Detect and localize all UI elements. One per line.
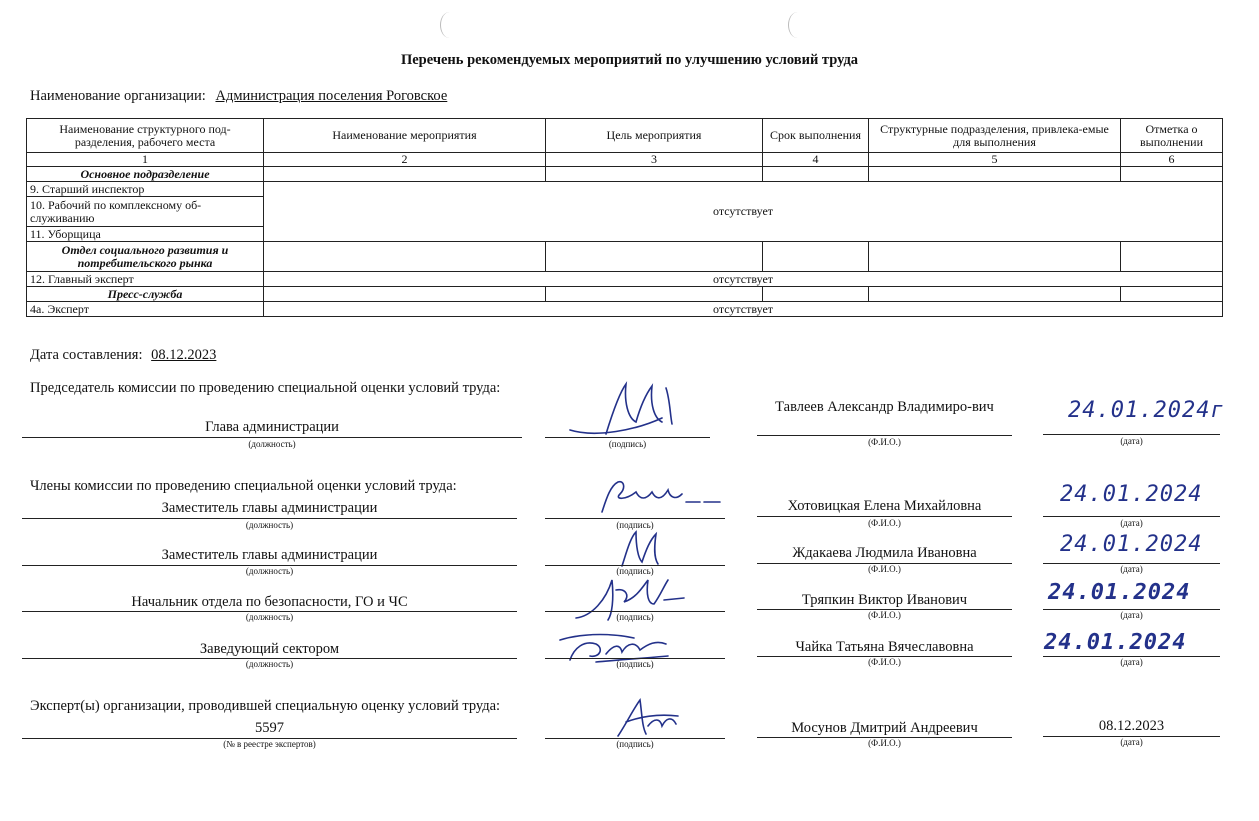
section-row — [27, 287, 1223, 302]
header-goal: Цель мероприятия — [546, 119, 763, 153]
absent-cell: отсутствует — [264, 272, 1223, 287]
expert-name: Мосунов Дмитрий Андреевич — [791, 720, 978, 736]
signature-caption: (подпись) — [616, 659, 654, 669]
fio-caption: (Ф.И.О.) — [868, 518, 901, 528]
expert-date: 08.12.2023 — [1098, 718, 1165, 734]
member-position: Заместитель главы администрации — [161, 500, 378, 516]
member-name: Хотовицкая Елена Михайловна — [787, 498, 982, 514]
signature-caption: (подпись) — [616, 566, 654, 576]
col-number: 1 — [27, 153, 264, 167]
fio-line — [757, 516, 1012, 517]
chairman-date: 24.01.2024г — [1068, 398, 1225, 423]
absent-cell: отсутствует — [264, 302, 1223, 317]
fio-caption: (Ф.И.О.) — [868, 564, 901, 574]
date-caption: (дата) — [1120, 518, 1143, 528]
chairman-heading: Председатель комиссии по проведению специальной оценки условий труда: — [30, 380, 501, 396]
col-number: 2 — [264, 153, 546, 167]
organization-name: Администрация поселения Роговское — [215, 88, 448, 104]
fio-line — [757, 435, 1012, 436]
chairman-name: Тавлеев Александр Владимиро-вич — [775, 399, 994, 415]
col-number: 4 — [763, 153, 869, 167]
signature-caption: (подпись) — [608, 439, 647, 449]
signature-caption: (подпись) — [616, 520, 654, 530]
registry-caption: (№ в реестре экспертов) — [223, 739, 316, 749]
position-line — [22, 437, 522, 438]
organization-line — [30, 88, 447, 105]
date-caption: (дата) — [1120, 737, 1143, 747]
members-heading: Члены комиссии по проведению специальной оценки условий труда: — [30, 478, 457, 494]
expert-registry-number: 5597 — [255, 720, 284, 736]
absent-cell: отсутствует — [264, 182, 1223, 242]
table-row — [27, 182, 1223, 197]
fio-caption: (Ф.И.О.) — [868, 610, 901, 620]
compilation-date-line — [30, 347, 216, 364]
date-caption: (дата) — [1120, 610, 1143, 620]
member-signature — [596, 478, 726, 518]
member-name: Тряпкин Виктор Иванович — [801, 592, 968, 608]
member-date: 24.01.2024 — [1048, 580, 1191, 605]
member-date: 24.01.2024 — [1044, 630, 1187, 655]
table-row — [27, 302, 1223, 317]
date-line — [1043, 434, 1220, 435]
workplace-cell: 12. Главный эксперт — [27, 272, 264, 287]
header-deadline: Срок выполнения — [763, 119, 869, 153]
position-caption: (должность) — [245, 659, 294, 669]
signature-line — [545, 518, 725, 519]
position-caption: (должность) — [245, 612, 294, 622]
header-unit: Наименование структурного под-разделения, рабочего места — [27, 119, 264, 153]
expert-signature — [612, 696, 682, 742]
section-title: Основное подразделение — [27, 167, 264, 182]
header-departments: Структурные подразделения, привлека-емые для выполнения — [869, 119, 1121, 153]
member-date: 24.01.2024 — [1060, 482, 1203, 507]
chairman-signature — [566, 378, 686, 442]
position-caption: (должность) — [248, 439, 296, 449]
signature-caption: (подпись) — [616, 739, 654, 749]
chairman-position: Глава администрации — [205, 419, 339, 435]
workplace-cell: 4а. Эксперт — [27, 302, 264, 317]
signature-line — [545, 437, 710, 438]
member-position: Начальник отдела по безопасности, ГО и ЧС — [131, 594, 408, 610]
section-title: Отдел социального развития и потребительского рынка — [27, 242, 264, 272]
member-name: Чайка Татьяна Вячеславовна — [795, 639, 974, 655]
member-date: 24.01.2024 — [1060, 532, 1203, 557]
col-number: 5 — [869, 153, 1121, 167]
table-row — [27, 272, 1223, 287]
section-row — [27, 242, 1223, 272]
date-caption: (дата) — [1120, 564, 1143, 574]
header-done: Отметка о выполнении — [1121, 119, 1223, 153]
fio-caption: (Ф.И.О.) — [868, 738, 901, 748]
section-title: Пресс-служба — [27, 287, 264, 302]
expert-heading: Эксперт(ы) организации, проводившей специальную оценку условий труда: — [30, 698, 501, 714]
header-measure: Наименование мероприятия — [264, 119, 546, 153]
table-header-row — [27, 119, 1223, 153]
organization-label: Наименование организации: — [30, 88, 206, 104]
fio-caption: (Ф.И.О.) — [868, 657, 901, 667]
compilation-date: 08.12.2023 — [151, 347, 217, 363]
date-caption: (дата) — [1120, 436, 1143, 446]
workplace-cell: 11. Уборщица — [27, 227, 264, 242]
col-number: 3 — [546, 153, 763, 167]
punch-hole-right — [788, 12, 807, 38]
member-position: Заместитель главы администрации — [161, 547, 378, 563]
signature-caption: (подпись) — [616, 612, 654, 622]
table-number-row — [27, 153, 1223, 167]
position-caption: (должность) — [245, 566, 294, 576]
section-row — [27, 167, 1223, 182]
position-caption: (должность) — [245, 520, 294, 530]
punch-hole-left — [440, 12, 459, 38]
member-position: Заведующий сектором — [199, 641, 340, 657]
workplace-cell: 10. Рабочий по комплексному об-служиванию — [27, 197, 264, 227]
workplace-cell: 9. Старший инспектор — [27, 182, 264, 197]
page-title: Перечень рекомендуемых мероприятий по улучшению условий труда — [400, 52, 859, 68]
member-name: Ждакаева Людмила Ивановна — [792, 545, 977, 561]
date-caption: (дата) — [1120, 657, 1143, 667]
measures-table — [26, 118, 1223, 317]
date-line — [1043, 516, 1220, 517]
compilation-date-label: Дата составления: — [30, 347, 143, 363]
col-number: 6 — [1121, 153, 1223, 167]
position-line — [22, 518, 517, 519]
fio-caption: (Ф.И.О.) — [868, 437, 901, 447]
